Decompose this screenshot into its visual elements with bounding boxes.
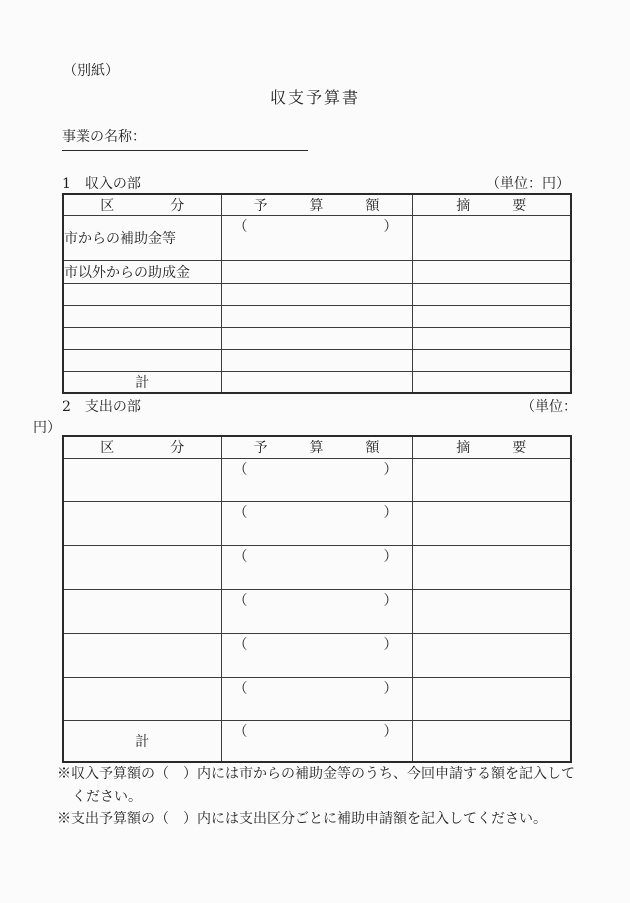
expenditure-category-cell [63, 633, 221, 677]
income-row1-budget-cell [221, 216, 412, 261]
note-income-continuation: ください。 [72, 788, 142, 805]
income-empty-category-cell [63, 306, 221, 328]
attachment-label: （別紙） [63, 63, 119, 79]
income-header-remarks: 摘 要 [412, 194, 571, 216]
expenditure-remarks-cell [412, 677, 571, 720]
project-name-label: 事業の名称： [62, 129, 146, 145]
expenditure-total-remarks-cell [412, 720, 571, 762]
income-row2-category: 市以外からの助成金 [63, 261, 221, 284]
expenditure-budget-cell [221, 589, 412, 633]
income-empty-category-cell [63, 284, 221, 306]
table-row [63, 261, 571, 284]
table-row [63, 306, 571, 328]
paren-close: ） [383, 504, 398, 521]
expenditure-header-budget: 予 算 額 [221, 436, 412, 458]
note-income: ※収入予算額の（ ）内には市からの補助金等のうち、今回申請する額を記入して [57, 766, 575, 782]
income-empty-category-cell [63, 328, 221, 350]
income-empty-remarks-cell [412, 350, 571, 372]
income-section-heading: 1 収入の部 [62, 176, 141, 192]
expenditure-category-cell [63, 545, 221, 589]
expenditure-remarks-cell [412, 589, 571, 633]
paren-open: （ [233, 461, 248, 478]
expenditure-section-heading: 2 支出の部 [62, 399, 141, 415]
table-row [63, 501, 571, 545]
table-row [63, 328, 571, 350]
table-row [63, 458, 571, 501]
expenditure-total-label: 計 [63, 720, 221, 762]
paren-close: ） [383, 680, 398, 697]
expenditure-budget-cell [221, 458, 412, 501]
income-row1-category: 市からの補助金等 [63, 216, 221, 261]
paren-open: （ [233, 504, 248, 521]
income-row2-budget-cell [221, 261, 412, 284]
table-row [63, 372, 571, 394]
expenditure-remarks-cell [412, 501, 571, 545]
paren-close: ） [383, 592, 398, 609]
income-empty-category-cell [63, 350, 221, 372]
income-header-budget: 予 算 額 [221, 194, 412, 216]
paren-close: ） [383, 723, 398, 740]
expenditure-remarks-cell [412, 545, 571, 589]
income-table [62, 193, 572, 394]
expenditure-remarks-cell [412, 633, 571, 677]
expenditure-budget-cell [221, 501, 412, 545]
expenditure-category-cell [63, 458, 221, 501]
income-unit-label: （単位：円） [486, 176, 570, 192]
expenditure-category-cell [63, 589, 221, 633]
expenditure-section-heading-row [62, 396, 577, 416]
income-empty-budget-cell [221, 284, 412, 306]
table-row [63, 284, 571, 306]
income-total-label: 計 [63, 372, 221, 394]
project-name-field [62, 126, 308, 151]
expenditure-budget-cell [221, 677, 412, 720]
income-total-budget-cell [221, 372, 412, 394]
paren-open: （ [233, 219, 248, 235]
paren-open: （ [233, 680, 248, 697]
paren-open: （ [233, 548, 248, 565]
expenditure-header-category: 区 分 [63, 436, 221, 458]
paren-open: （ [233, 636, 248, 653]
expenditure-header-remarks: 摘 要 [412, 436, 571, 458]
note-expenditure: ※支出予算額の（ ）内には支出区分ごとに補助申請額を記入してください。 [57, 811, 547, 827]
page-title: 収支予算書 [269, 88, 360, 107]
income-empty-remarks-cell [412, 306, 571, 328]
income-empty-budget-cell [221, 328, 412, 350]
footnotes [57, 763, 587, 831]
income-empty-remarks-cell [412, 284, 571, 306]
table-row [63, 350, 571, 372]
paren-close: ） [383, 219, 398, 235]
income-empty-remarks-cell [412, 328, 571, 350]
paren-open: （ [233, 592, 248, 609]
expenditure-category-cell [63, 501, 221, 545]
paren-close: ） [383, 461, 398, 478]
expenditure-unit-label-part2: 円） [33, 420, 61, 436]
income-section-heading-row [62, 173, 570, 193]
table-row [63, 216, 571, 261]
income-empty-budget-cell [221, 306, 412, 328]
expenditure-table [62, 435, 572, 763]
income-row1-remarks-cell [412, 216, 571, 261]
expenditure-category-cell [63, 677, 221, 720]
table-row [63, 633, 571, 677]
table-row [63, 677, 571, 720]
income-empty-budget-cell [221, 350, 412, 372]
income-row2-remarks-cell [412, 261, 571, 284]
table-row [63, 720, 571, 762]
expenditure-total-budget-cell [221, 720, 412, 762]
expenditure-budget-cell [221, 545, 412, 589]
income-header-category: 区 分 [63, 194, 221, 216]
table-row [63, 545, 571, 589]
paren-close: ） [383, 548, 398, 565]
expenditure-remarks-cell [412, 458, 571, 501]
income-total-remarks-cell [412, 372, 571, 394]
table-row [63, 589, 571, 633]
expenditure-unit-label-part1: （単位： [521, 399, 577, 415]
expenditure-budget-cell [221, 633, 412, 677]
paren-open: （ [233, 723, 248, 740]
paren-close: ） [383, 636, 398, 653]
